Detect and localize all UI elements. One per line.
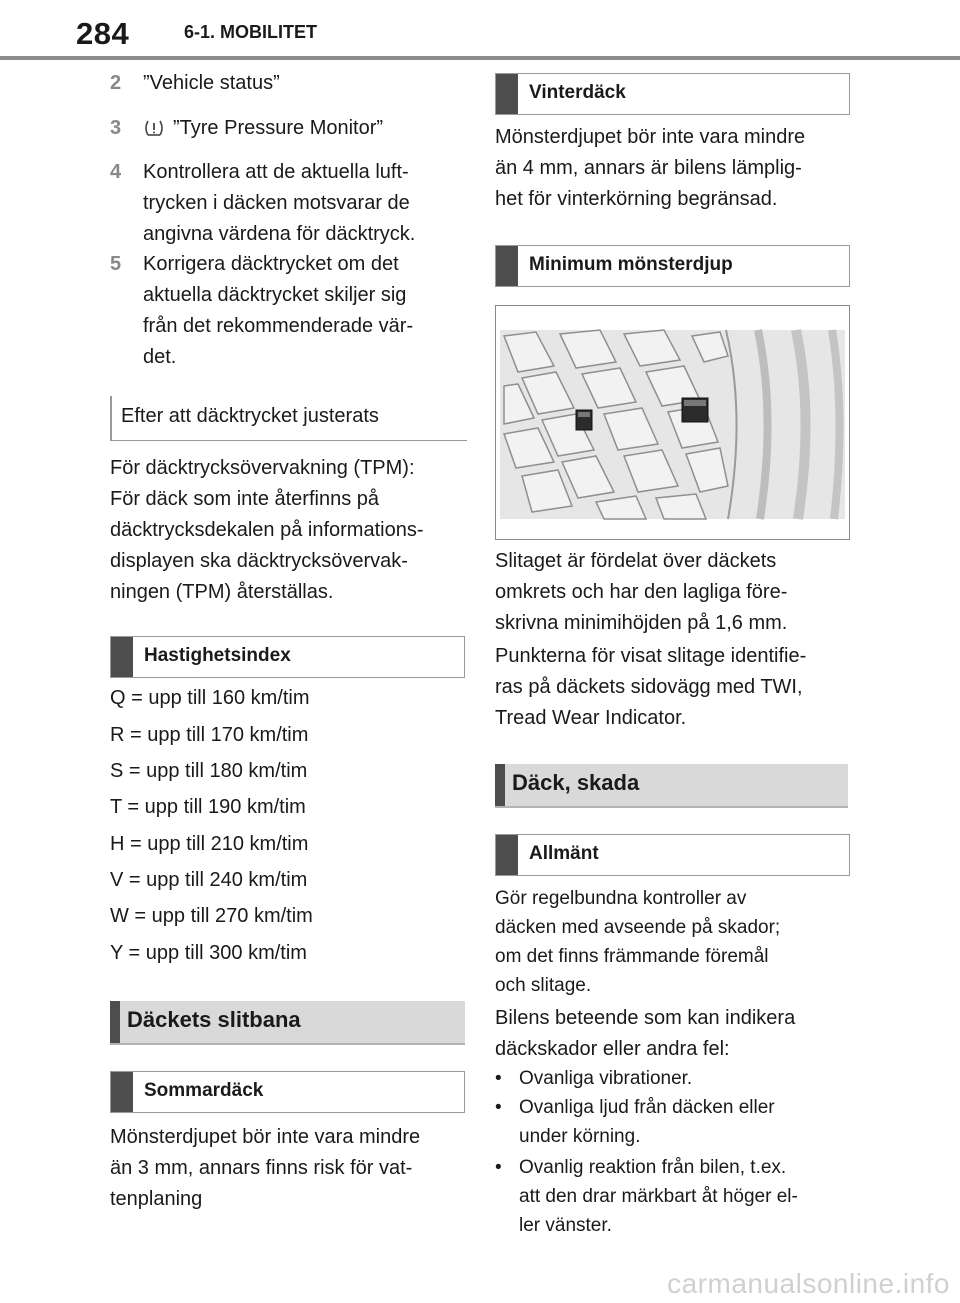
bullet-dot: • bbox=[495, 1097, 502, 1118]
chapter-title: 6-1. MOBILITET bbox=[184, 22, 318, 42]
general-heading bbox=[495, 834, 850, 876]
bullet-text: under körning. bbox=[519, 1126, 641, 1147]
step-3 bbox=[110, 113, 465, 144]
tyre-damage-heading bbox=[495, 764, 848, 808]
twi-line: Punkterna för visat slitage identifie- bbox=[495, 645, 807, 667]
step-number: 2 bbox=[110, 72, 122, 94]
step-line: från det rekommenderade vär- bbox=[143, 315, 414, 337]
heading-bar bbox=[111, 1072, 133, 1112]
bullet-text: Ovanliga ljud från däcken eller bbox=[519, 1097, 775, 1118]
general-line: Gör regelbundna kontroller av bbox=[495, 888, 747, 909]
speed-index-item: Y = upp till 300 km/tim bbox=[110, 942, 307, 964]
bullet-text: Ovanliga vibrationer. bbox=[519, 1068, 693, 1089]
step-number: 4 bbox=[110, 161, 122, 183]
speed-index-item: T = upp till 190 km/tim bbox=[110, 796, 306, 818]
step-line: angivna värdena för däcktryck. bbox=[143, 223, 416, 245]
heading-text: Allmänt bbox=[529, 843, 599, 864]
speed-index-item: S = upp till 180 km/tim bbox=[110, 760, 308, 782]
min-depth-heading bbox=[495, 245, 850, 287]
wear-line: Slitaget är fördelat över däckets bbox=[495, 550, 777, 572]
heading-text: Minimum mönsterdjup bbox=[529, 254, 733, 275]
summer-tyre-line: än 3 mm, annars finns risk för vat- bbox=[110, 1157, 413, 1179]
winter-tyre-line: Mönsterdjupet bör inte vara mindre bbox=[495, 126, 806, 148]
step-line: Kontrollera att de aktuella luft- bbox=[143, 161, 409, 183]
heading-text: Hastighetsindex bbox=[144, 645, 291, 666]
tpm-warning-icon bbox=[143, 119, 165, 137]
step-line: aktuella däcktrycket skiljer sig bbox=[143, 284, 407, 306]
heading-bar bbox=[496, 246, 518, 286]
behaviour-line: däckskador eller andra fel: bbox=[495, 1038, 730, 1060]
general-line: om det finns främmande föremål bbox=[495, 946, 769, 967]
note-heading: Efter att däcktrycket justerats bbox=[121, 405, 379, 427]
tpm-paragraph: För däcktrycksövervakning (TPM): bbox=[110, 457, 415, 479]
speed-index-item: Q = upp till 160 km/tim bbox=[110, 687, 310, 709]
tread-section-heading bbox=[110, 1001, 465, 1045]
behaviour-line: Bilens beteende som kan indikera bbox=[495, 1007, 796, 1029]
bullet-dot: • bbox=[495, 1068, 502, 1089]
summer-tyre-heading bbox=[110, 1071, 465, 1113]
heading-bar bbox=[111, 637, 133, 677]
tpm-reset-line: ningen (TPM) återställas. bbox=[110, 581, 334, 603]
speed-index-item: R = upp till 170 km/tim bbox=[110, 724, 309, 746]
page-number: 284 bbox=[76, 16, 130, 51]
speed-index-item: W = upp till 270 km/tim bbox=[110, 905, 313, 927]
wear-line: skrivna minimihöjden på 1,6 mm. bbox=[495, 612, 788, 634]
bullet-text: ler vänster. bbox=[519, 1215, 612, 1236]
tpm-reset-line: däcktrycksdekalen på informations- bbox=[110, 519, 424, 541]
winter-tyre-line: än 4 mm, annars är bilens lämplig- bbox=[495, 157, 802, 179]
page-header bbox=[0, 0, 960, 62]
summer-tyre-line: Mönsterdjupet bör inte vara mindre bbox=[110, 1126, 421, 1148]
step-text-with-icon bbox=[143, 113, 383, 144]
step-line: Korrigera däcktrycket om det bbox=[143, 253, 399, 275]
heading-bar bbox=[496, 74, 518, 114]
step-2 bbox=[110, 68, 465, 99]
heading-bar bbox=[496, 835, 518, 875]
tread-wear-indicator-figure bbox=[495, 305, 850, 540]
step-5 bbox=[110, 249, 465, 373]
tpm-reset-line: För däck som inte återfinns på bbox=[110, 488, 380, 510]
heading-text: Sommardäck bbox=[144, 1080, 264, 1101]
bullet-dot: • bbox=[495, 1157, 502, 1178]
note-heading-box bbox=[110, 396, 467, 441]
bullet-item bbox=[495, 1153, 850, 1240]
speed-index-item: V = upp till 240 km/tim bbox=[110, 869, 308, 891]
twi-line: Tread Wear Indicator. bbox=[495, 707, 687, 729]
wear-line: omkrets och har den lagliga före- bbox=[495, 581, 788, 603]
heading-bar bbox=[495, 764, 505, 806]
speed-index-item: H = upp till 210 km/tim bbox=[110, 833, 309, 855]
summer-tyre-line: tenplaning bbox=[110, 1188, 203, 1210]
tpm-reset-line: displayen ska däcktrycksövervak- bbox=[110, 550, 408, 572]
step-text: ”Tyre Pressure Monitor” bbox=[173, 117, 384, 139]
step-4 bbox=[110, 157, 465, 250]
step-line: trycken i däcken motsvarar de bbox=[143, 192, 410, 214]
step-number: 5 bbox=[110, 253, 122, 275]
twi-line: ras på däckets sidovägg med TWI, bbox=[495, 676, 803, 698]
heading-text: Däckets slitbana bbox=[127, 1007, 301, 1032]
bullet-text: att den drar märkbart åt höger el- bbox=[519, 1186, 798, 1207]
winter-tyre-line: het för vinterkörning begränsad. bbox=[495, 188, 778, 210]
general-line: och slitage. bbox=[495, 975, 592, 996]
step-text: ”Vehicle status” bbox=[143, 72, 280, 94]
step-number: 3 bbox=[110, 117, 122, 139]
speed-index-heading bbox=[110, 636, 465, 678]
heading-text: Vinterdäck bbox=[529, 82, 626, 103]
bullet-item bbox=[495, 1064, 850, 1093]
heading-text: Däck, skada bbox=[512, 770, 640, 795]
tyre-tread-illustration bbox=[496, 306, 849, 539]
winter-tyre-heading bbox=[495, 73, 850, 115]
watermark: carmanualsonline.info bbox=[667, 1268, 950, 1299]
bullet-text: Ovanlig reaktion från bilen, t.ex. bbox=[519, 1157, 787, 1178]
step-line: det. bbox=[143, 346, 177, 368]
bullet-item bbox=[495, 1093, 850, 1151]
general-line: däcken med avseende på skador; bbox=[495, 917, 781, 938]
header-rule bbox=[0, 56, 960, 60]
heading-bar bbox=[110, 1001, 120, 1043]
